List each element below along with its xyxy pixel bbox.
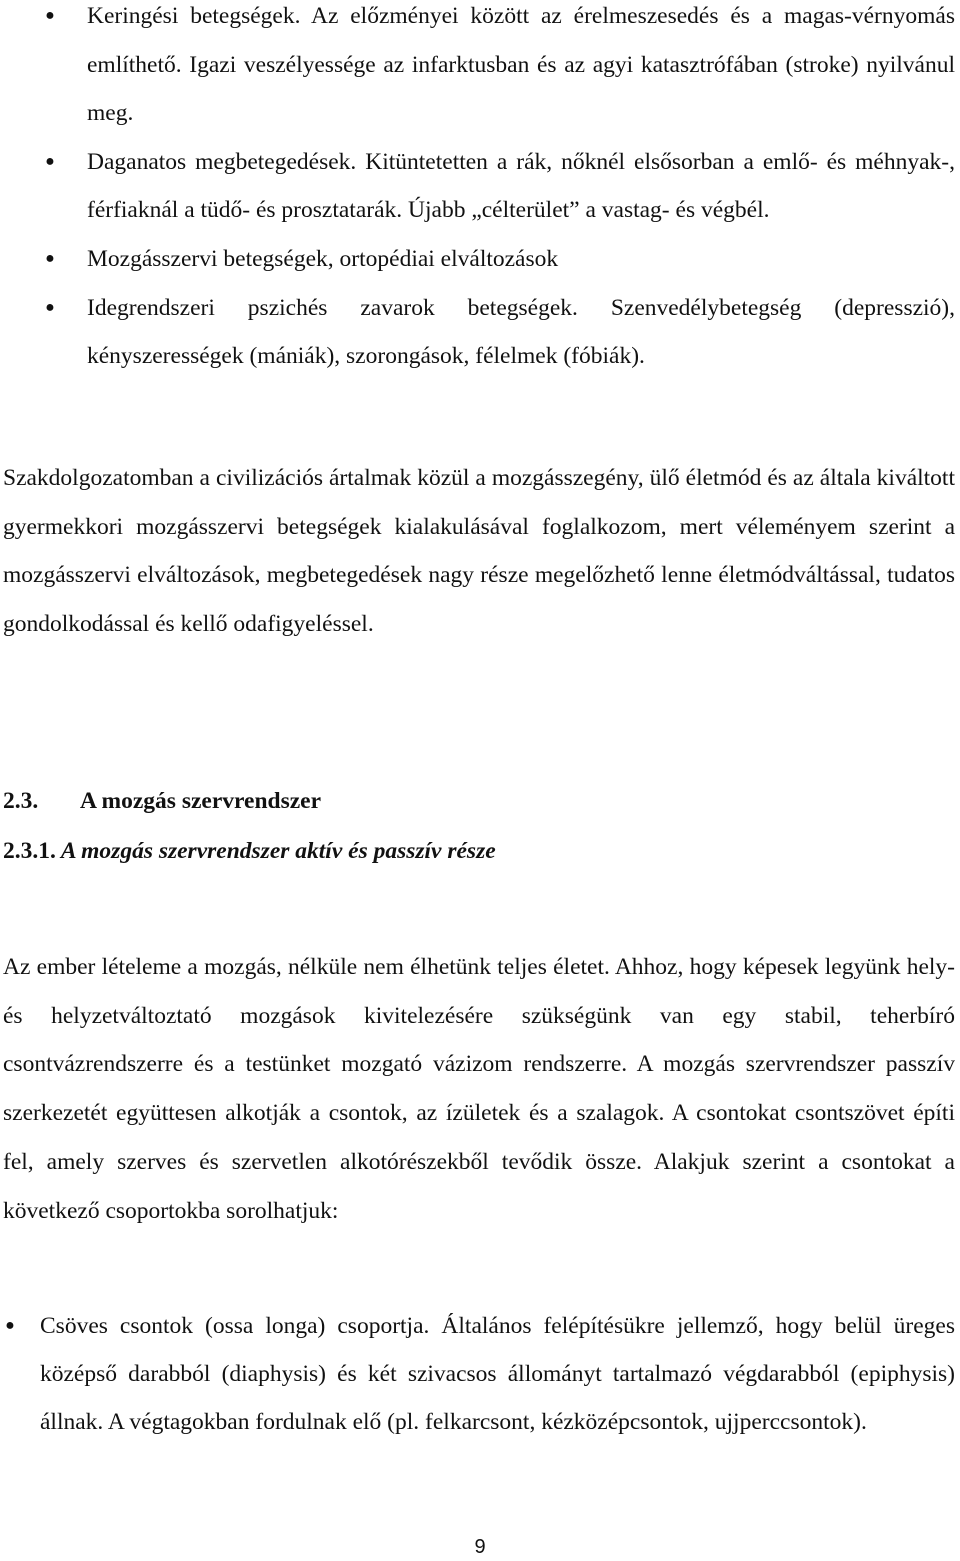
section-title: A mozgás szervrendszer xyxy=(80,788,322,814)
bullet-dot-icon: ● xyxy=(45,7,55,24)
list-item xyxy=(40,0,955,138)
list-item-text: Daganatos megbetegedések. Kitüntetetten a rák, nőknél elsősorban a emlő- és méhnyak-, férfiaknál a tüdő- és prosztatarák. Újabb „célterület” a vastag- és végbél. xyxy=(87,148,955,224)
bullet-dot-icon: ● xyxy=(45,152,55,170)
subsection-number: 2.3.1. xyxy=(3,838,56,864)
list-item-text: Mozgásszervi betegségek, ortopédiai elváltozások xyxy=(87,245,559,272)
section-heading xyxy=(3,788,321,815)
page-number: 9 xyxy=(474,1536,486,1558)
subsection-title: A mozgás szervrendszer aktív és passzív része xyxy=(60,838,496,864)
list-item xyxy=(0,1302,955,1447)
list-item xyxy=(40,138,955,235)
list-item xyxy=(40,284,955,381)
bullet-list-bottom xyxy=(0,1302,955,1447)
subsection-heading xyxy=(3,838,496,865)
body-paragraph: Az ember lételeme a mozgás, nélküle nem élhetünk teljes életet. Ahhoz, hogy képesek legyünk hely-és helyzetváltoztató mozgások kivitelezésére szükségünk van egy stabil, teherbíró csontvázrendszerre és a testünket mozgató vázizom rendszerre. A mozgás szervrendszer passzív szerkezetét együttesen alkotják a csontok, az ízületek és a szalagok. A csontokat csontszövet építi fel, amely szerves és szervetlen alkotórészekből tevődik össze. Alakjuk szerint a csontokat a következő csoportokba sorolhatjuk: xyxy=(3,954,955,1224)
list-item xyxy=(40,235,955,284)
bullet-dot-icon: ● xyxy=(45,249,55,267)
list-item-text: Csöves csontok (ossa longa) csoportja. Általános felépítésükre jellemző, hogy belül üreges középső darabból (diaphysis) és két szivacsos állományt tartalmazó végdarabból (epiphysis) állnak. A végtagokban fordulnak elő (pl. felkarcsont, kézközépcsontok, ujjperccsontok). xyxy=(40,1313,955,1436)
list-item-text: Keringési betegségek. Az előzményei között az érelmeszesedés és a magas-vérnyomás említhető. Igazi veszélyessége az infarktusban és az agyi katasztrófában (stroke) nyilvánul meg. xyxy=(87,3,955,127)
bullet-dot-icon: ● xyxy=(5,1317,15,1334)
section-number: 2.3. xyxy=(3,788,39,814)
bullet-dot-icon: ● xyxy=(45,298,55,316)
list-item-text: Idegrendszeri pszichés zavarok betegségek. Szenvedélybetegség (depresszió), kényszerességek (mániák), szorongások, félelmek (fóbiák). xyxy=(87,294,955,370)
body-paragraph: Szakdolgozatomban a civilizációs ártalmak közül a mozgásszegény, ülő életmód és az általa kiváltott gyermekkori mozgásszervi betegségek kialakulásával foglalkozom, mert véleményem szerint a mozgásszervi elváltozások, megbetegedések nagy része megelőzhető lenne életmódváltással, tudatos gondolkodással és kellő odafigyeléssel. xyxy=(3,465,955,637)
bullet-list-top xyxy=(40,0,955,381)
